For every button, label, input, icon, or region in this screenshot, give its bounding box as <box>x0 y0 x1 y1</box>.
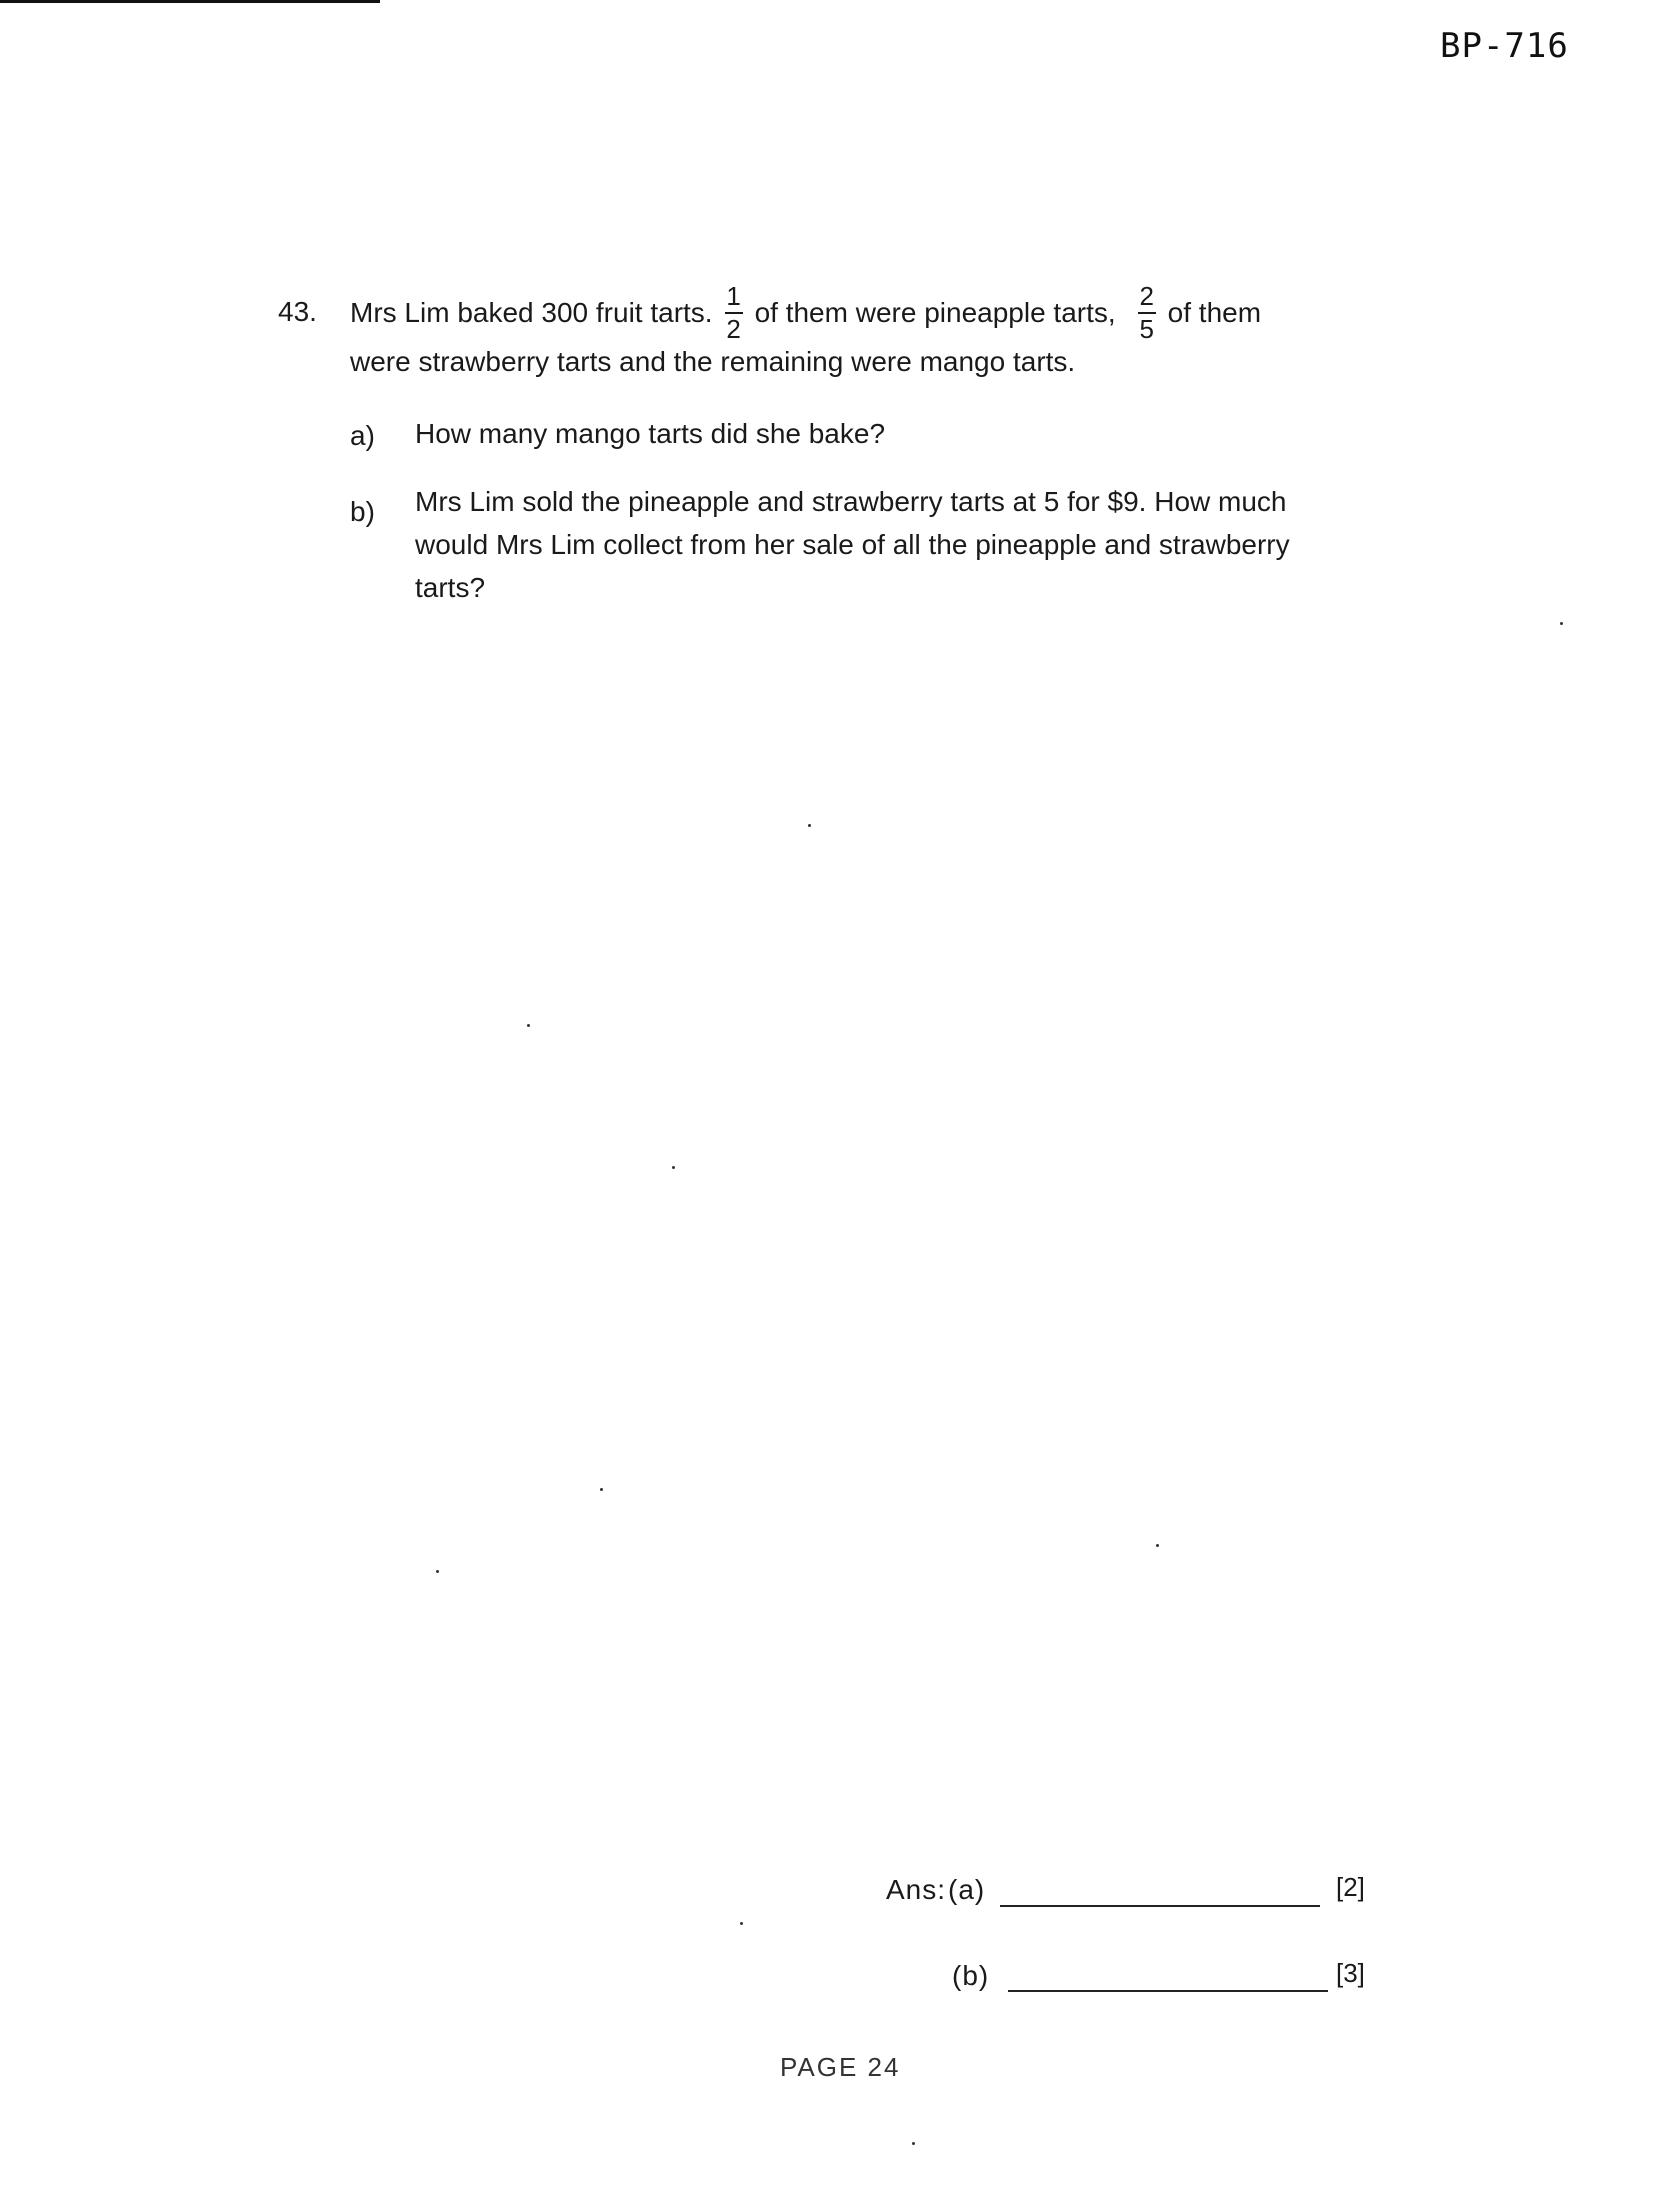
answer-b-label: (b) <box>952 1960 990 1991</box>
fraction-two-fifths <box>1138 280 1156 344</box>
stem-end: of them <box>1167 297 1262 328</box>
question-stem-line-1 <box>350 268 1261 358</box>
scan-speck <box>912 2142 915 2145</box>
part-b-label: b) <box>350 496 375 527</box>
fraction-2-numerator: 2 <box>1139 280 1154 311</box>
scan-speck <box>740 1922 743 1925</box>
scan-speck <box>527 1024 530 1027</box>
scan-speck <box>1560 622 1563 625</box>
fraction-2-denominator: 5 <box>1139 314 1154 344</box>
stem-start: Mrs Lim baked 300 fruit tarts. <box>350 297 713 328</box>
answer-b-marks: [3] <box>1336 1958 1365 1988</box>
paper-code: BP-716 <box>1440 26 1569 66</box>
answer-b-line[interactable] <box>1008 1990 1328 1992</box>
page-number: PAGE 24 <box>780 2052 901 2082</box>
answer-prefix: Ans: <box>886 1874 947 1905</box>
fraction-1-numerator: 1 <box>726 280 741 311</box>
scan-speck <box>600 1488 603 1491</box>
stem-middle: of them were pineapple tarts, <box>754 297 1116 328</box>
scan-speck <box>1156 1544 1159 1547</box>
part-a-label: a) <box>350 420 375 451</box>
answer-a-marks: [2] <box>1336 1872 1365 1902</box>
scan-speck <box>808 824 811 827</box>
top-rule <box>0 0 380 3</box>
question-number: 43. <box>278 296 317 327</box>
scan-speck <box>436 1570 439 1573</box>
question-stem-line-2: were strawberry tarts and the remaining were mango tarts. <box>350 346 1076 377</box>
answer-a-line[interactable] <box>1000 1905 1320 1907</box>
scan-speck <box>672 1166 675 1169</box>
answer-a-label: (a) <box>948 1874 986 1905</box>
fraction-one-half <box>725 280 743 344</box>
part-a-text: How many mango tarts did she bake? <box>415 418 886 449</box>
fraction-1-denominator: 2 <box>726 314 741 344</box>
part-b-text: Mrs Lim sold the pineapple and strawberry tarts at 5 for $9. How much would Mrs Lim collect from her sale of all the pineapple and strawberry tarts? <box>415 486 1290 603</box>
